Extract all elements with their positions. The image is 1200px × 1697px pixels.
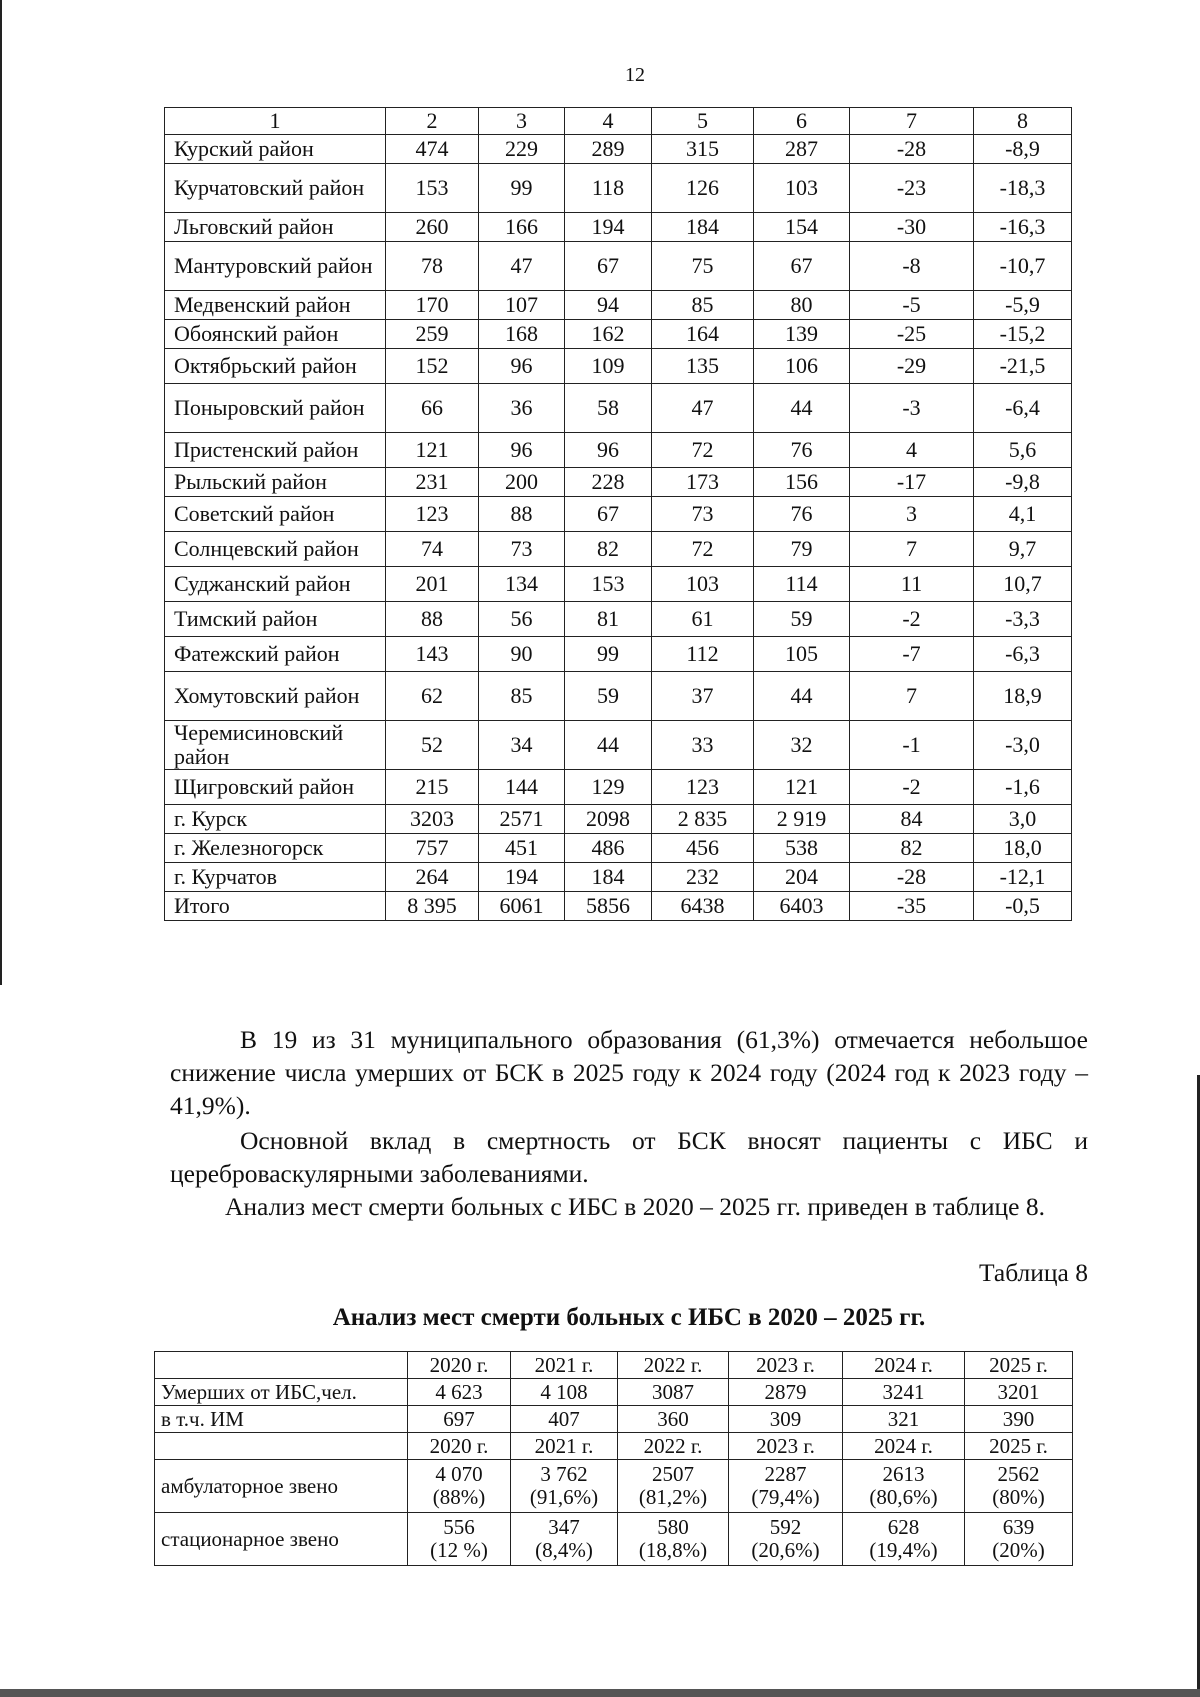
- value-cell: -7: [850, 637, 974, 672]
- value-cell: -1,6: [974, 770, 1072, 805]
- value-cell: 82: [565, 532, 652, 567]
- value-cell: -29: [850, 349, 974, 384]
- value-cell: -3,3: [974, 602, 1072, 637]
- value-cell: 259: [386, 320, 479, 349]
- table-row: [165, 721, 1072, 770]
- district-name: Суджанский район: [165, 567, 386, 602]
- year-cell: 2020 г.: [408, 1433, 511, 1460]
- column-number-header: 4: [565, 108, 652, 135]
- table-row: [165, 213, 1072, 242]
- value-cell: 105: [754, 637, 850, 672]
- value-cell: 74: [386, 532, 479, 567]
- value-cell: 7: [850, 532, 974, 567]
- column-number-header: 8: [974, 108, 1072, 135]
- mi-cell: 407: [511, 1406, 618, 1433]
- value-cell: -6,3: [974, 637, 1072, 672]
- value-cell: 10,7: [974, 567, 1072, 602]
- district-name: Рыльский район: [165, 468, 386, 497]
- value-cell: 144: [479, 770, 565, 805]
- ibs-deaths-row: [155, 1379, 1073, 1406]
- mi-cell: 360: [618, 1406, 729, 1433]
- table-row: [165, 468, 1072, 497]
- value-cell: 72: [652, 433, 754, 468]
- value-cell: 99: [479, 164, 565, 213]
- value-cell: 135: [652, 349, 754, 384]
- district-name: г. Курск: [165, 805, 386, 834]
- value-cell: -1: [850, 721, 974, 770]
- table-row: [165, 349, 1072, 384]
- value-cell: 56: [479, 602, 565, 637]
- value-cell: 84: [850, 805, 974, 834]
- value-cell: -5,9: [974, 291, 1072, 320]
- table-row: [165, 770, 1072, 805]
- table-title: Анализ мест смерти больных с ИБС в 2020 – 2025 гг.: [332, 1304, 926, 1331]
- percent: (81,2%): [638, 1485, 708, 1509]
- table-row: [165, 291, 1072, 320]
- value-cell: 168: [479, 320, 565, 349]
- value-cell: 109: [565, 349, 652, 384]
- value-cell: 2 835: [652, 805, 754, 834]
- ibs-inpatient-row: [155, 1513, 1073, 1566]
- ibs-years-row: [155, 1352, 1073, 1379]
- value-cell: 173: [652, 468, 754, 497]
- page-number: 12: [625, 64, 645, 86]
- value-cell: 184: [652, 213, 754, 242]
- count: 592: [769, 1515, 802, 1540]
- percent: (79,4%): [751, 1485, 820, 1509]
- district-name: Мантуровский район: [165, 242, 386, 291]
- table-header-row: [165, 108, 1072, 135]
- value-cell: 107: [479, 291, 565, 320]
- district-name: Советский район: [165, 497, 386, 532]
- mi-cell: 390: [965, 1406, 1073, 1433]
- table-row: [165, 834, 1072, 863]
- count: 3 762: [540, 1462, 588, 1487]
- value-cell: -5: [850, 291, 974, 320]
- value-cell: 184: [565, 863, 652, 892]
- outpatient-cell: [511, 1460, 618, 1513]
- value-cell: 164: [652, 320, 754, 349]
- district-name: Пристенский район: [165, 433, 386, 468]
- table-row: [165, 602, 1072, 637]
- value-cell: 5,6: [974, 433, 1072, 468]
- value-cell: 474: [386, 135, 479, 164]
- count: 347: [548, 1515, 580, 1540]
- value-cell: 6403: [754, 892, 850, 921]
- value-cell: 44: [754, 672, 850, 721]
- value-cell: 456: [652, 834, 754, 863]
- ibs-empty-cell: [155, 1433, 408, 1460]
- district-name: Поныровский район: [165, 384, 386, 433]
- inpatient-label: стационарное звено: [155, 1513, 408, 1566]
- value-cell: 44: [565, 721, 652, 770]
- value-cell: 79: [754, 532, 850, 567]
- value-cell: 170: [386, 291, 479, 320]
- value-cell: 58: [565, 384, 652, 433]
- table-row: [165, 384, 1072, 433]
- count: 556: [443, 1515, 475, 1540]
- value-cell: 162: [565, 320, 652, 349]
- table-row: [165, 532, 1072, 567]
- value-cell: 78: [386, 242, 479, 291]
- value-cell: 59: [754, 602, 850, 637]
- district-name: Солнцевский район: [165, 532, 386, 567]
- mi-cell: 321: [843, 1406, 965, 1433]
- district-name: Льговский район: [165, 213, 386, 242]
- value-cell: -6,4: [974, 384, 1072, 433]
- value-cell: -8,9: [974, 135, 1072, 164]
- value-cell: 231: [386, 468, 479, 497]
- value-cell: 200: [479, 468, 565, 497]
- value-cell: 33: [652, 721, 754, 770]
- deaths-cell: 2879: [729, 1379, 843, 1406]
- value-cell: -15,2: [974, 320, 1072, 349]
- district-name: г. Курчатов: [165, 863, 386, 892]
- year-cell: 2021 г.: [511, 1433, 618, 1460]
- count: 580: [657, 1515, 689, 1540]
- value-cell: -8: [850, 242, 974, 291]
- value-cell: 106: [754, 349, 850, 384]
- outpatient-cell: [965, 1460, 1073, 1513]
- value-cell: 166: [479, 213, 565, 242]
- value-cell: -21,5: [974, 349, 1072, 384]
- table-row: [165, 567, 1072, 602]
- table-row: [165, 242, 1072, 291]
- value-cell: 73: [652, 497, 754, 532]
- outpatient-label: амбулаторное звено: [155, 1460, 408, 1513]
- value-cell: 76: [754, 497, 850, 532]
- count: 2613: [882, 1462, 925, 1487]
- value-cell: 18,9: [974, 672, 1072, 721]
- table-label: Таблица 8: [978, 1258, 1088, 1287]
- value-cell: 5856: [565, 892, 652, 921]
- value-cell: 96: [479, 349, 565, 384]
- deaths-cell: 3087: [618, 1379, 729, 1406]
- value-cell: 126: [652, 164, 754, 213]
- value-cell: 66: [386, 384, 479, 433]
- year-cell: 2022 г.: [618, 1352, 729, 1379]
- percent: (8,4%): [535, 1538, 593, 1562]
- district-name: Обоянский район: [165, 320, 386, 349]
- value-cell: 139: [754, 320, 850, 349]
- value-cell: -2: [850, 602, 974, 637]
- inpatient-cell: [843, 1513, 965, 1566]
- mortality-by-district-table: [164, 107, 1072, 921]
- value-cell: 153: [386, 164, 479, 213]
- value-cell: 538: [754, 834, 850, 863]
- value-cell: 264: [386, 863, 479, 892]
- value-cell: -25: [850, 320, 974, 349]
- value-cell: 88: [386, 602, 479, 637]
- district-name: г. Железногорск: [165, 834, 386, 863]
- table-row: [165, 135, 1072, 164]
- year-cell: 2023 г.: [729, 1352, 843, 1379]
- ibs-death-places-table: [154, 1351, 1073, 1566]
- value-cell: 85: [652, 291, 754, 320]
- value-cell: 96: [565, 433, 652, 468]
- value-cell: 73: [479, 532, 565, 567]
- value-cell: 129: [565, 770, 652, 805]
- value-cell: 118: [565, 164, 652, 213]
- value-cell: 9,7: [974, 532, 1072, 567]
- value-cell: 156: [754, 468, 850, 497]
- value-cell: -18,3: [974, 164, 1072, 213]
- table-row: [165, 637, 1072, 672]
- value-cell: -12,1: [974, 863, 1072, 892]
- year-cell: 2025 г.: [965, 1352, 1073, 1379]
- value-cell: -23: [850, 164, 974, 213]
- column-number-header: 7: [850, 108, 974, 135]
- value-cell: 451: [479, 834, 565, 863]
- district-name: Медвенский район: [165, 291, 386, 320]
- value-cell: 112: [652, 637, 754, 672]
- paragraph-analysis-reference: Анализ мест смерти больных с ИБС в 2020 – 2025 гг. приведен в таблице 8.: [225, 1192, 1045, 1221]
- district-name: Черемисиновский район: [165, 721, 386, 770]
- value-cell: 37: [652, 672, 754, 721]
- percent: (20%): [992, 1538, 1045, 1562]
- column-number-header: 6: [754, 108, 850, 135]
- value-cell: 315: [652, 135, 754, 164]
- value-cell: 201: [386, 567, 479, 602]
- value-cell: 204: [754, 863, 850, 892]
- year-cell: 2025 г.: [965, 1433, 1073, 1460]
- value-cell: 96: [479, 433, 565, 468]
- value-cell: 6438: [652, 892, 754, 921]
- value-cell: 62: [386, 672, 479, 721]
- value-cell: 152: [386, 349, 479, 384]
- value-cell: 18,0: [974, 834, 1072, 863]
- value-cell: 94: [565, 291, 652, 320]
- ibs-mi-row: [155, 1406, 1073, 1433]
- value-cell: 75: [652, 242, 754, 291]
- value-cell: 80: [754, 291, 850, 320]
- inpatient-cell: [511, 1513, 618, 1566]
- value-cell: 123: [386, 497, 479, 532]
- value-cell: 229: [479, 135, 565, 164]
- year-cell: 2022 г.: [618, 1433, 729, 1460]
- value-cell: 287: [754, 135, 850, 164]
- inpatient-cell: [408, 1513, 511, 1566]
- value-cell: 82: [850, 834, 974, 863]
- ibs-outpatient-row: [155, 1460, 1073, 1513]
- table-row: [165, 892, 1072, 921]
- value-cell: 757: [386, 834, 479, 863]
- value-cell: -16,3: [974, 213, 1072, 242]
- value-cell: 114: [754, 567, 850, 602]
- count: 2507: [652, 1462, 694, 1487]
- value-cell: 260: [386, 213, 479, 242]
- value-cell: 61: [652, 602, 754, 637]
- count: 639: [1002, 1515, 1035, 1540]
- inpatient-cell: [965, 1513, 1073, 1566]
- value-cell: 85: [479, 672, 565, 721]
- value-cell: -0,5: [974, 892, 1072, 921]
- value-cell: 194: [565, 213, 652, 242]
- value-cell: 76: [754, 433, 850, 468]
- table-row: [165, 805, 1072, 834]
- value-cell: 2098: [565, 805, 652, 834]
- value-cell: 72: [652, 532, 754, 567]
- value-cell: 67: [754, 242, 850, 291]
- value-cell: -28: [850, 135, 974, 164]
- outpatient-cell: [408, 1460, 511, 1513]
- table-row: [165, 164, 1072, 213]
- value-cell: 4: [850, 433, 974, 468]
- value-cell: -2: [850, 770, 974, 805]
- value-cell: -3,0: [974, 721, 1072, 770]
- deaths-cell: 3241: [843, 1379, 965, 1406]
- percent: (80%): [992, 1485, 1045, 1509]
- value-cell: 232: [652, 863, 754, 892]
- percent: (91,6%): [529, 1485, 599, 1509]
- value-cell: 7: [850, 672, 974, 721]
- percent: (12 %): [430, 1538, 488, 1562]
- value-cell: 103: [754, 164, 850, 213]
- year-cell: 2023 г.: [729, 1433, 843, 1460]
- year-cell: 2024 г.: [843, 1433, 965, 1460]
- value-cell: 215: [386, 770, 479, 805]
- year-cell: 2021 г.: [511, 1352, 618, 1379]
- value-cell: 36: [479, 384, 565, 433]
- value-cell: 81: [565, 602, 652, 637]
- value-cell: 47: [652, 384, 754, 433]
- value-cell: 134: [479, 567, 565, 602]
- district-name: Курчатовский район: [165, 164, 386, 213]
- deaths-label: Умерших от ИБС,чел.: [155, 1379, 408, 1406]
- value-cell: 123: [652, 770, 754, 805]
- value-cell: 67: [565, 497, 652, 532]
- value-cell: 486: [565, 834, 652, 863]
- value-cell: 8 395: [386, 892, 479, 921]
- scan-edge-bottom: [0, 1689, 1200, 1697]
- value-cell: -3: [850, 384, 974, 433]
- mortality-table-body: [165, 108, 1072, 921]
- value-cell: 11: [850, 567, 974, 602]
- percent: (88%): [432, 1485, 486, 1509]
- outpatient-cell: [618, 1460, 729, 1513]
- value-cell: 228: [565, 468, 652, 497]
- value-cell: 34: [479, 721, 565, 770]
- mi-cell: 697: [408, 1406, 511, 1433]
- value-cell: -10,7: [974, 242, 1072, 291]
- percent: (18,8%): [638, 1538, 708, 1562]
- count: 628: [887, 1515, 920, 1540]
- year-cell: 2024 г.: [843, 1352, 965, 1379]
- value-cell: 90: [479, 637, 565, 672]
- outpatient-cell: [843, 1460, 965, 1513]
- value-cell: 88: [479, 497, 565, 532]
- value-cell: 6061: [479, 892, 565, 921]
- value-cell: -30: [850, 213, 974, 242]
- column-number-header: 2: [386, 108, 479, 135]
- table-row: [165, 497, 1072, 532]
- deaths-cell: 4 623: [408, 1379, 511, 1406]
- district-name: Октябрьский район: [165, 349, 386, 384]
- value-cell: 153: [565, 567, 652, 602]
- table-row: [165, 863, 1072, 892]
- paragraph-decline-summary: В 19 из 31 муниципального образования (61,3%) отмечается небольшое снижение числа умерших от БСК в 2025 году к 2024 году (2024 год к 2023 году – 41,9%).: [170, 1025, 1088, 1120]
- percent: (19,4%): [869, 1538, 938, 1562]
- percent: (80,6%): [869, 1485, 938, 1509]
- value-cell: -17: [850, 468, 974, 497]
- deaths-cell: 4 108: [511, 1379, 618, 1406]
- value-cell: 121: [386, 433, 479, 468]
- value-cell: 3,0: [974, 805, 1072, 834]
- count: 2287: [764, 1462, 807, 1487]
- value-cell: 52: [386, 721, 479, 770]
- column-number-header: 3: [479, 108, 565, 135]
- value-cell: 2571: [479, 805, 565, 834]
- count: 4 070: [435, 1462, 483, 1487]
- district-name: Фатежский район: [165, 637, 386, 672]
- value-cell: 143: [386, 637, 479, 672]
- value-cell: -28: [850, 863, 974, 892]
- value-cell: 121: [754, 770, 850, 805]
- inpatient-cell: [729, 1513, 843, 1566]
- year-cell: 2020 г.: [408, 1352, 511, 1379]
- count: 2562: [997, 1462, 1040, 1487]
- mi-label: в т.ч. ИМ: [155, 1406, 408, 1433]
- column-number-header: 1: [165, 108, 386, 135]
- value-cell: 44: [754, 384, 850, 433]
- scan-edge-left: [0, 0, 2, 985]
- percent: (20,6%): [751, 1538, 820, 1562]
- ibs-empty-cell: [155, 1352, 408, 1379]
- value-cell: -35: [850, 892, 974, 921]
- district-name: Итого: [165, 892, 386, 921]
- table-row: [165, 433, 1072, 468]
- value-cell: -9,8: [974, 468, 1072, 497]
- paragraph-main-contribution: Основной вклад в смертность от БСК вносят пациенты с ИБС и цереброваскулярными заболеваниями.: [170, 1126, 1088, 1188]
- value-cell: 59: [565, 672, 652, 721]
- table-row: [165, 672, 1072, 721]
- value-cell: 2 919: [754, 805, 850, 834]
- deaths-cell: 3201: [965, 1379, 1073, 1406]
- value-cell: 4,1: [974, 497, 1072, 532]
- value-cell: 194: [479, 863, 565, 892]
- value-cell: 103: [652, 567, 754, 602]
- value-cell: 3203: [386, 805, 479, 834]
- column-number-header: 5: [652, 108, 754, 135]
- mi-cell: 309: [729, 1406, 843, 1433]
- district-name: Хомутовский район: [165, 672, 386, 721]
- value-cell: 32: [754, 721, 850, 770]
- value-cell: 3: [850, 497, 974, 532]
- value-cell: 154: [754, 213, 850, 242]
- value-cell: 99: [565, 637, 652, 672]
- value-cell: 289: [565, 135, 652, 164]
- district-name: Тимский район: [165, 602, 386, 637]
- value-cell: 67: [565, 242, 652, 291]
- value-cell: 47: [479, 242, 565, 291]
- ibs-years-row-2: [155, 1433, 1073, 1460]
- table-row: [165, 320, 1072, 349]
- outpatient-cell: [729, 1460, 843, 1513]
- inpatient-cell: [618, 1513, 729, 1566]
- district-name: Курский район: [165, 135, 386, 164]
- district-name: Щигровский район: [165, 770, 386, 805]
